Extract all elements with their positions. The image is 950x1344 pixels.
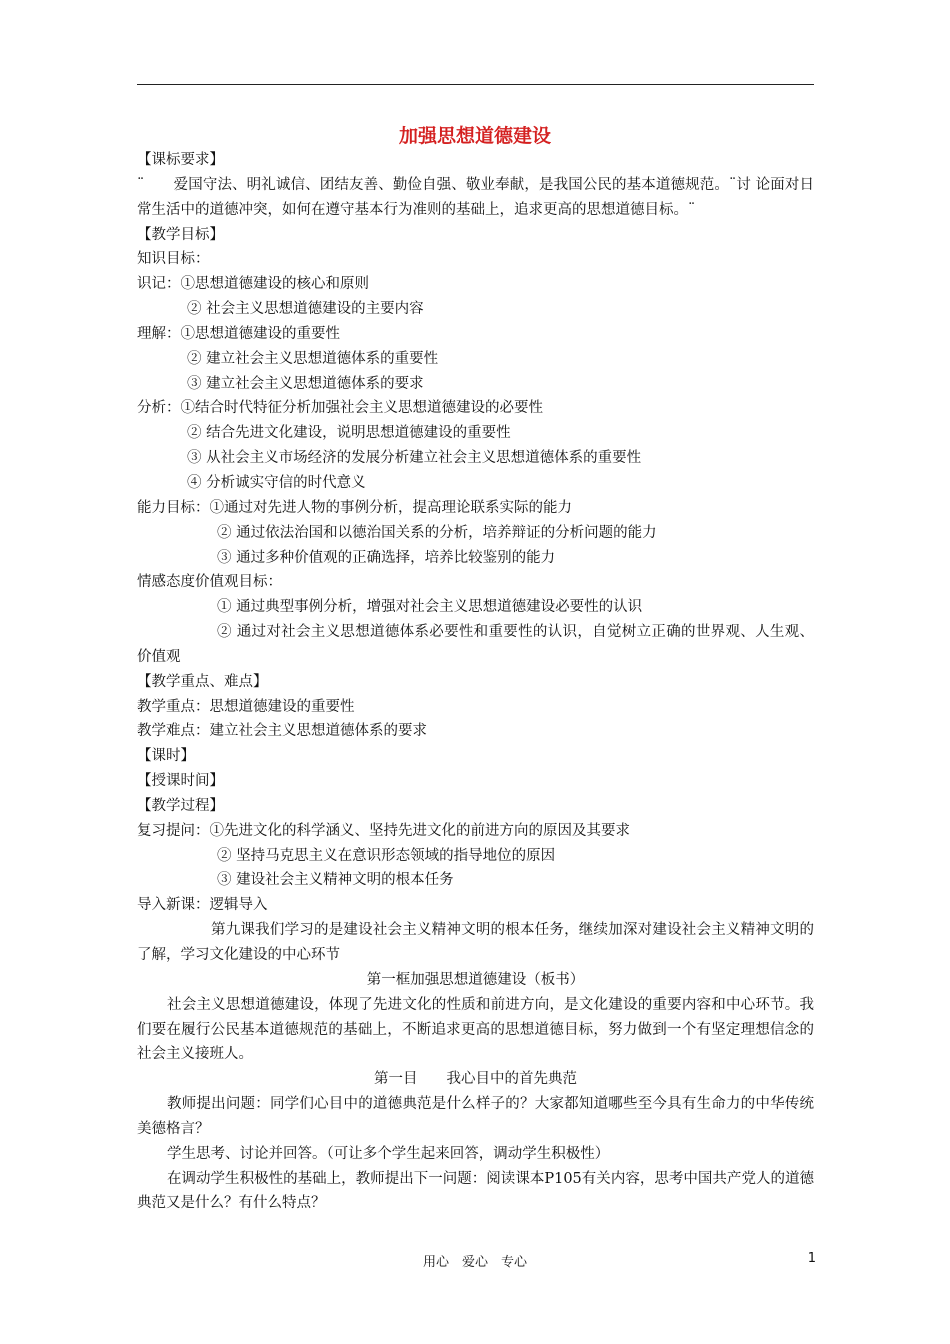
section-heading: 【授课时间】 <box>137 773 224 790</box>
paragraph: 第九课我们学习的是建设社会主义精神文明的根本任务，继续加深对建设社会主义精神文明的了解，学习文化建设的中心环节 <box>137 922 814 963</box>
subsection-heading: 第一目 我心目中的首先典范 <box>374 1071 577 1088</box>
section-heading: 【教学目标】 <box>137 226 224 243</box>
subsection-heading: 第一框加强思想道德建设（板书） <box>366 971 585 988</box>
text-line: ① 通过典型事例分析，增强对社会主义思想道德建设必要性的认识 <box>217 599 643 616</box>
paragraph: ¨ 爱国守法、明礼诚信、团结友善、勤俭自强、敬业奉献，是我国公民的基本道德规范。¨讨 论面对日常生活中的道德冲突，如何在遵守基本行为准则的基础上，追求更高的思想道德目标。¨ <box>137 176 814 218</box>
text-line: 教学重点：思想道德建设的重要性 <box>137 698 355 715</box>
text-line: 情感态度价值观目标： <box>137 574 282 591</box>
text-line: ② 坚持马克思主义在意识形态领域的指导地位的原因 <box>217 847 556 864</box>
text-line: 学生思考、讨论并回答。（可让多个学生起来回答，调动学生积极性） <box>167 1145 610 1162</box>
text-line: 知识目标： <box>137 251 210 268</box>
footer-motto: 用心 爱心 专心 <box>422 1255 527 1270</box>
page-number: 1 <box>807 1251 816 1266</box>
section-heading: 【教学重点、难点】 <box>137 673 268 690</box>
header-rule <box>137 84 814 85</box>
text-line: ③ 建设社会主义精神文明的根本任务 <box>217 872 454 889</box>
text-line: ④ 分析诚实守信的时代意义 <box>187 474 366 491</box>
paragraph: 社会主义思想道德建设，体现了先进文化的性质和前进方向，是文化建设的重要内容和中心环节。我们要在履行公民基本道德规范的基础上，不断追求更高的思想道德目标，努力做到一个有坚定理想信念的社会主义接班人。 <box>137 996 814 1063</box>
paragraph: 在调动学生积极性的基础上，教师提出下一问题：阅读课本P105有关内容，思考中国共产党人的道德典范又是什么？有什么特点？ <box>137 1170 814 1212</box>
text-line: 识记：①思想道德建设的核心和原则 <box>137 276 369 293</box>
text-line: 导入新课：逻辑导入 <box>137 897 268 914</box>
text-line: 能力目标：①通过对先进人物的事例分析，提高理论联系实际的能力 <box>137 499 572 516</box>
paragraph: 教师提出问题：同学们心目中的道德典范是什么样子的？大家都知道哪些至今具有生命力的中华传统美德格言？ <box>137 1096 814 1137</box>
page-footer <box>0 1251 950 1271</box>
text-line: ② 通过依法治国和以德治国关系的分析，培养辩证的分析问题的能力 <box>217 524 657 541</box>
text-line: 理解：①思想道德建设的重要性 <box>137 325 340 342</box>
document-body <box>137 148 814 1216</box>
text-line: ③ 建立社会主义思想道德体系的要求 <box>187 375 424 392</box>
section-heading: 【课标要求】 <box>137 152 224 168</box>
section-heading: 【课时】 <box>137 748 195 765</box>
section-heading: 【教学过程】 <box>137 797 224 814</box>
text-line: 复习提问：①先进文化的科学涵义、坚持先进文化的前进方向的原因及其要求 <box>137 822 630 839</box>
text-line: ② 结合先进文化建设，说明思想道德建设的重要性 <box>187 425 511 442</box>
text-line: ③ 从社会主义市场经济的发展分析建立社会主义思想道德体系的重要性 <box>187 450 642 467</box>
text-line: 分析：①结合时代特征分析加强社会主义思想道德建设的必要性 <box>137 400 543 417</box>
document-title: 加强思想道德建设 <box>398 125 551 147</box>
paragraph: ② 通过对社会主义思想道德体系必要性和重要性的认识，自觉树立正确的世界观、人生观、价值观 <box>137 624 814 665</box>
text-line: ③ 通过多种价值观的正确选择，培养比较鉴别的能力 <box>217 549 556 566</box>
text-line: ② 社会主义思想道德建设的主要内容 <box>187 301 424 318</box>
text-line: 教学难点：建立社会主义思想道德体系的要求 <box>137 723 427 740</box>
text-line: ② 建立社会主义思想道德体系的重要性 <box>187 350 439 367</box>
